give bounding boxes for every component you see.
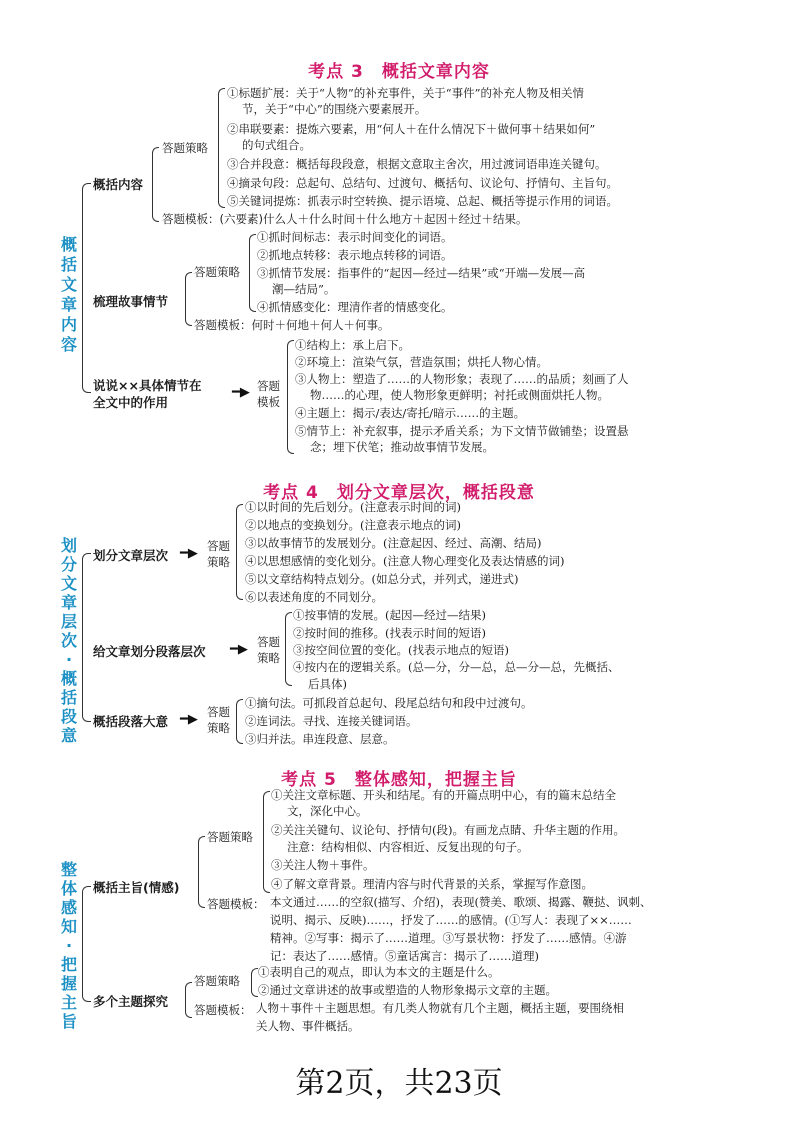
arrow-right-icon: ━▶	[232, 385, 250, 400]
section-3-side-label: 概 括 文 章 内 容	[60, 235, 77, 354]
text-line: 说明、揭示、反映)……，抒发了……的感情。(①写人：表现了××……	[270, 913, 632, 927]
section-5-side-label: 整 体 感 知 · 把 握 主 旨	[60, 860, 77, 1031]
brace-s3-n2-strategy	[249, 234, 256, 312]
brace-s5-n2	[185, 982, 192, 1018]
section-title-3: 考点 3 概括文章内容	[308, 62, 490, 82]
label-template: 答题 模板	[257, 379, 280, 409]
node-paragraph-meaning: 概括段落大意	[93, 714, 169, 729]
node-multi-themes: 多个主题探究	[93, 994, 169, 1009]
brace-s5-n1-strategy	[263, 791, 270, 893]
text-line: ①抓时间标志：表示时间变化的词语。	[257, 230, 453, 244]
text-line: ③归并法。串连段意、层意。	[245, 732, 395, 746]
text-line: 潮—结局”。	[272, 282, 336, 296]
text-line: ①标题扩展：关于“人物”的补充事件，关于“事件”的补充人物及相关情	[227, 86, 585, 100]
text-line: ⑤情节上：补充叙事，提示矛盾关系；为下文情节做铺垫；设置悬	[295, 424, 629, 438]
text-line: 物……的心理，使人物形象更鲜明；衬托或侧面烘托人物。	[310, 388, 609, 402]
text-line: ②关注关键句、议论句、抒情句(段)。有画龙点睛、升华主题的作用。	[271, 823, 625, 837]
node-plot-function-cont: 全文中的作用	[93, 395, 169, 410]
node-divide-layers: 划分文章层次	[93, 548, 169, 563]
section-title-5: 考点 5 整体感知，把握主旨	[281, 770, 517, 790]
text-line: ⑤关键词提炼：抓表示时空转换、提示语境、总起、概括等提示作用的词语。	[227, 194, 618, 208]
text-line: ④以思想感情的变化划分。(注意人物心理变化及表达情感的词)	[245, 554, 565, 568]
template-label: 答题模板：	[207, 897, 265, 911]
text-line: ③人物上：塑造了……的人物形象；表现了……的品质；刻画了人	[295, 372, 629, 386]
node-summarize-content: 概括内容	[93, 177, 144, 192]
text-line: ④抓情感变化：理清作者的情感变化。	[257, 300, 453, 314]
text-line: 人物＋事件＋主题思想。有几类人物就有几个主题，概括主题，要围绕相	[256, 1001, 624, 1015]
text-line: ①结构上：承上启下。	[295, 338, 410, 352]
brace-s4-main	[82, 553, 91, 722]
text-line: 精神。②写事：揭示了……道理。③写景状物：抒发了……感情。④游	[270, 931, 627, 945]
text-line: ②连词法。寻找、连接关键词语。	[245, 714, 418, 728]
text-line: ②抓地点转移：表示地点转移的词语。	[257, 248, 453, 262]
text-line: ③以故事情节的发展划分。(注意起因、经过、高潮、结局)	[245, 536, 542, 550]
brace-s3-n1	[152, 147, 159, 222]
brace-s5-main	[82, 886, 91, 1002]
label-strategy: 答题策略	[207, 830, 253, 844]
text-line: ①按事情的发展。(起因—经过—结果)	[293, 608, 486, 622]
text-line: ①摘句法。可抓段首总起句、段尾总结句和段中过渡句。	[245, 696, 533, 710]
text-line: 本文通过……的空叙(描写、介绍)，表现(赞美、歌颂、揭露、鞭挞、讽刺、	[270, 895, 652, 909]
label-strategy: 答题 策略	[207, 539, 230, 569]
text-line: ②环境上：渲染气氛，营造氛围；烘托人物心情。	[295, 355, 548, 369]
text-line: ②通过文章讲述的故事或塑造的人物形象揭示文章的主题。	[258, 983, 557, 997]
brace-s3-n3	[287, 340, 294, 454]
brace-s4-n1	[236, 504, 243, 600]
text-line: 念；埋下伏笔；推动故事情节发展。	[310, 440, 494, 454]
node-paragraph-layers: 给文章划分段落层次	[93, 644, 206, 659]
page-number: 第2页，共23页	[295, 1066, 503, 1101]
text-line: ①表明自己的观点，即认为本文的主题是什么。	[258, 965, 500, 979]
section-4-side-label: 划 分 文 章 层 次 · 概 括 段 意	[60, 536, 77, 745]
text-line: ④主题上：揭示/表达/寄托/暗示……的主题。	[295, 406, 526, 420]
text-line: 文，深化中心。	[287, 804, 368, 818]
arrow-right-icon: ━▶	[180, 546, 198, 561]
text-line: ⑤以文章结构特点划分。(如总分式，并列式，递进式)	[245, 572, 519, 586]
section-title-4: 考点 4 划分文章层次，概括段意	[263, 483, 535, 503]
text-line: ④了解文章背景。理清内容与时代背景的关系，掌握写作意图。	[271, 877, 593, 891]
brace-s5-n1	[198, 836, 205, 908]
arrow-right-icon: ━▶	[180, 712, 198, 727]
text-line: ④摘录句段：总起句、总结句、过渡句、概括句、议论句、抒情句、主旨句。	[227, 176, 618, 190]
text-line: ③合并段意：概括每段段意，根据文意取主舍次，用过渡词语串连关键句。	[227, 157, 607, 171]
label-strategy: 答题 策略	[257, 635, 280, 665]
label-strategy: 答题策略	[162, 141, 208, 155]
brace-s5-n2-strategy	[251, 968, 258, 997]
brace-s4-n2	[285, 612, 292, 686]
text-line: ①以时间的先后划分。(注意表示时间的词)	[245, 500, 461, 514]
brace-s3-n2	[185, 272, 192, 326]
text-line: ①关注文章标题、开头和结尾。有的开篇点明中心，有的篇末总结全	[271, 788, 616, 802]
template-label: 答题模板：	[194, 1003, 252, 1017]
text-line: ③关注人物＋事件。	[271, 858, 375, 872]
text-line: ⑥以表述角度的不同划分。	[245, 590, 383, 604]
text-line: ②按时间的推移。(找表示时间的短语)	[293, 626, 486, 640]
text-line: ③按空间位置的变化。(找表示地点的短语)	[293, 643, 509, 657]
text-line: ②串联要素：提炼六要素，用“何人＋在什么情况下＋做何事＋结果如何”	[227, 122, 596, 136]
brace-s3-main	[82, 183, 91, 393]
node-main-idea: 概括主旨(情感)	[93, 880, 180, 895]
text-line: 节，关于“中心”的围绕六要素展开。	[242, 102, 427, 116]
text-line: 记：表达了……感情。⑤童话寓言：揭示了……道理)	[270, 949, 539, 963]
text-line: ③抓情节发展：指事件的“起因—经过—结果”或“开端—发展—高	[257, 266, 586, 280]
label-strategy: 答题策略	[194, 265, 240, 279]
label-strategy: 答题 策略	[207, 705, 230, 735]
template-line: 答题模板：(六要素)什么人＋什么时间＋什么地方＋起因＋经过＋结果。	[162, 212, 528, 226]
node-plot-sorting: 梳理故事情节	[93, 294, 169, 309]
text-line: ②以地点的变换划分。(注意表示地点的词)	[245, 518, 461, 532]
text-line: 的句式组合。	[242, 138, 311, 152]
text-line: 关人物、事件概括。	[256, 1019, 360, 1033]
text-line: 后具体)	[308, 677, 347, 691]
brace-s3-n1-strategy	[218, 88, 225, 208]
text-line: ④按内在的逻辑关系。(总—分，分—总，总—分—总，先概括、	[293, 660, 620, 674]
text-line: 注意：结构相似、内容相近、反复出现的句子。	[287, 840, 529, 854]
label-strategy: 答题策略	[194, 974, 240, 988]
template-line: 答题模板：何时＋何地＋何人＋何事。	[194, 318, 390, 332]
arrow-right-icon: ━▶	[230, 642, 248, 657]
brace-s4-n3	[236, 699, 243, 744]
node-plot-function: 说说××具体情节在	[93, 378, 202, 393]
